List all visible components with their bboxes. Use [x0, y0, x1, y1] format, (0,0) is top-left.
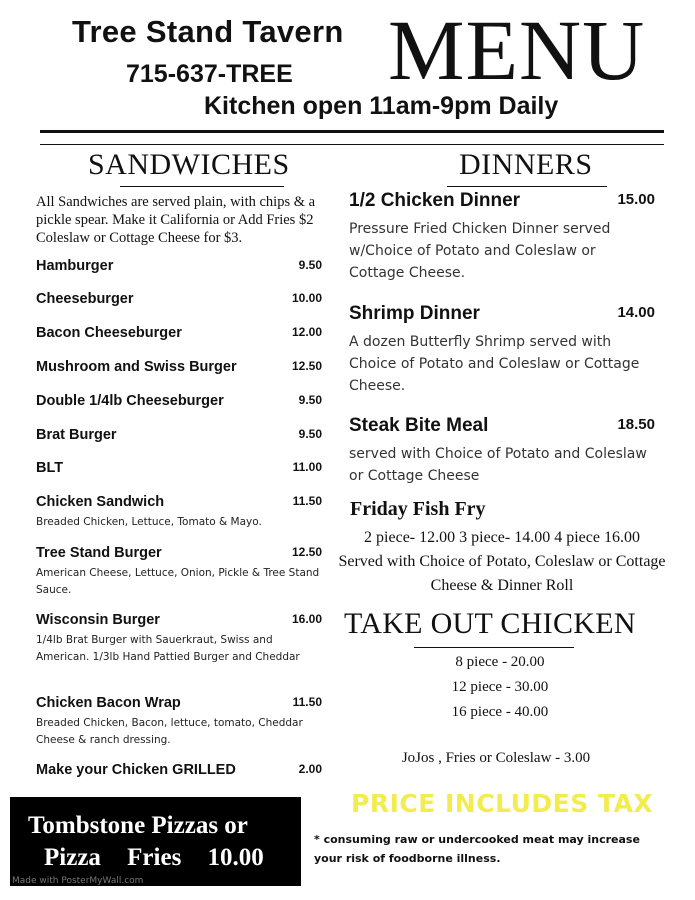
fish-fry-description: Served with Choice of Potato, Coleslaw or Cottage Cheese & Dinner Roll: [338, 553, 666, 594]
item-price: 10.00: [291, 291, 322, 305]
takeout-heading-underline: [414, 647, 574, 648]
dinners-heading-underline: [447, 186, 607, 187]
item-description: Breaded Chicken, Lettuce, Tomato & Mayo.: [36, 516, 262, 528]
dinner-item: [349, 415, 655, 487]
item-description: 1/4lb Brat Burger with Sauerkraut, Swiss and American. 1/3lb Hand Pattied Burger and Cheddar: [36, 634, 300, 663]
takeout-list: [400, 650, 600, 725]
item-name: Hamburger: [36, 258, 114, 274]
item-name: Make your Chicken GRILLED: [36, 762, 236, 778]
menu-item: [36, 695, 322, 749]
item-name: Double 1/4lb Cheeseburger: [36, 393, 224, 409]
item-name: Chicken Bacon Wrap: [36, 695, 181, 711]
takeout-chicken-heading: TAKE OUT CHICKEN: [344, 607, 636, 640]
sides-line: JoJos , Fries or Coleslaw - 3.00: [401, 750, 591, 766]
fish-fry-details: [335, 526, 669, 598]
menu-item: [36, 291, 322, 307]
sandwiches-intro: All Sandwiches are served plain, with chips & a pickle spear. Make it California or Add Fries $2 Coleslaw or Cottage Cheese for $3.: [36, 194, 316, 246]
menu-item: [36, 427, 322, 443]
header-rule-thin: [40, 144, 664, 145]
phone-number: 715-637-TREE: [126, 60, 293, 88]
item-price: 11.50: [292, 695, 322, 709]
dinner-description: Pressure Fried Chicken Dinner served w/Choice of Potato and Coleslaw or Cottage Cheese.: [349, 221, 611, 281]
dinner-price: 14.00: [617, 304, 655, 321]
item-price: 11.50: [292, 494, 322, 508]
menu-item: [36, 325, 322, 341]
sandwiches-heading: SANDWICHES: [88, 148, 290, 181]
item-price: 16.00: [291, 612, 322, 626]
dinners-heading: DINNERS: [459, 148, 593, 181]
item-name: Cheeseburger: [36, 291, 134, 307]
item-price: 2.00: [298, 762, 322, 776]
dinner-price: 18.50: [617, 416, 655, 433]
raw-meat-disclaimer: * consuming raw or undercooked meat may increase your risk of foodborne illness.: [314, 833, 640, 865]
item-description: American Cheese, Lettuce, Onion, Pickle & Tree Stand Sauce.: [36, 567, 320, 596]
menu-title: MENU: [388, 2, 646, 98]
dinner-item: [349, 303, 655, 397]
header-rule-thick: [40, 130, 664, 133]
item-price: 9.50: [298, 427, 322, 441]
dinner-name: Shrimp Dinner: [349, 303, 480, 324]
menu-item: [36, 258, 322, 274]
dinner-name: 1/2 Chicken Dinner: [349, 190, 521, 211]
fish-fry-prices: 2 piece- 12.00 3 piece- 14.00 4 piece 16.00: [364, 529, 640, 546]
menu-item: [36, 393, 322, 409]
item-price: 9.50: [298, 258, 322, 272]
pizza-promo-line1: Tombstone Pizzas or: [28, 812, 248, 839]
dinner-price: 15.00: [617, 191, 655, 208]
watermark: Made with PosterMyWall.com: [12, 876, 144, 886]
sandwiches-heading-underline: [120, 186, 284, 187]
item-price: 12.00: [291, 325, 322, 339]
dinner-name: Steak Bite Meal: [349, 415, 489, 436]
takeout-item: 12 piece - 30.00: [451, 679, 549, 695]
item-name: BLT: [36, 460, 64, 476]
dinner-description: served with Choice of Potato and Coleslaw or Cottage Cheese: [349, 446, 647, 484]
menu-item: [36, 545, 322, 599]
menu-item: [36, 494, 322, 531]
item-name: Mushroom and Swiss Burger: [36, 359, 237, 375]
price-includes-tax: PRICE INCLUDES TAX: [351, 789, 654, 818]
dinner-item: [349, 190, 655, 284]
menu-item: [36, 359, 322, 375]
item-name: Chicken Sandwich: [36, 494, 165, 510]
item-price: 11.00: [292, 460, 322, 474]
item-description: Breaded Chicken, Bacon, lettuce, tomato, Cheddar Cheese & ranch dressing.: [36, 717, 303, 746]
takeout-item: 16 piece - 40.00: [451, 704, 549, 720]
item-price: 12.50: [291, 545, 322, 559]
takeout-item: 8 piece - 20.00: [455, 654, 545, 670]
item-name: Bacon Cheeseburger: [36, 325, 182, 341]
dinner-description: A dozen Butterfly Shrimp served with Choice of Potato and Coleslaw or Cottage Cheese.: [349, 334, 640, 394]
item-price: 12.50: [291, 359, 322, 373]
pizza-promo-box: [10, 797, 301, 886]
tavern-name: Tree Stand Tavern: [72, 14, 344, 49]
item-price: 9.50: [298, 393, 322, 407]
kitchen-hours: Kitchen open 11am-9pm Daily: [204, 92, 559, 120]
menu-item: [36, 762, 322, 778]
item-name: Wisconsin Burger: [36, 612, 160, 628]
item-name: Brat Burger: [36, 427, 117, 443]
fish-fry-title: Friday Fish Fry: [350, 498, 486, 520]
menu-item: [36, 612, 322, 666]
item-name: Tree Stand Burger: [36, 545, 162, 561]
pizza-promo-line2: Pizza Fries 10.00: [44, 844, 264, 871]
menu-item: [36, 460, 322, 476]
